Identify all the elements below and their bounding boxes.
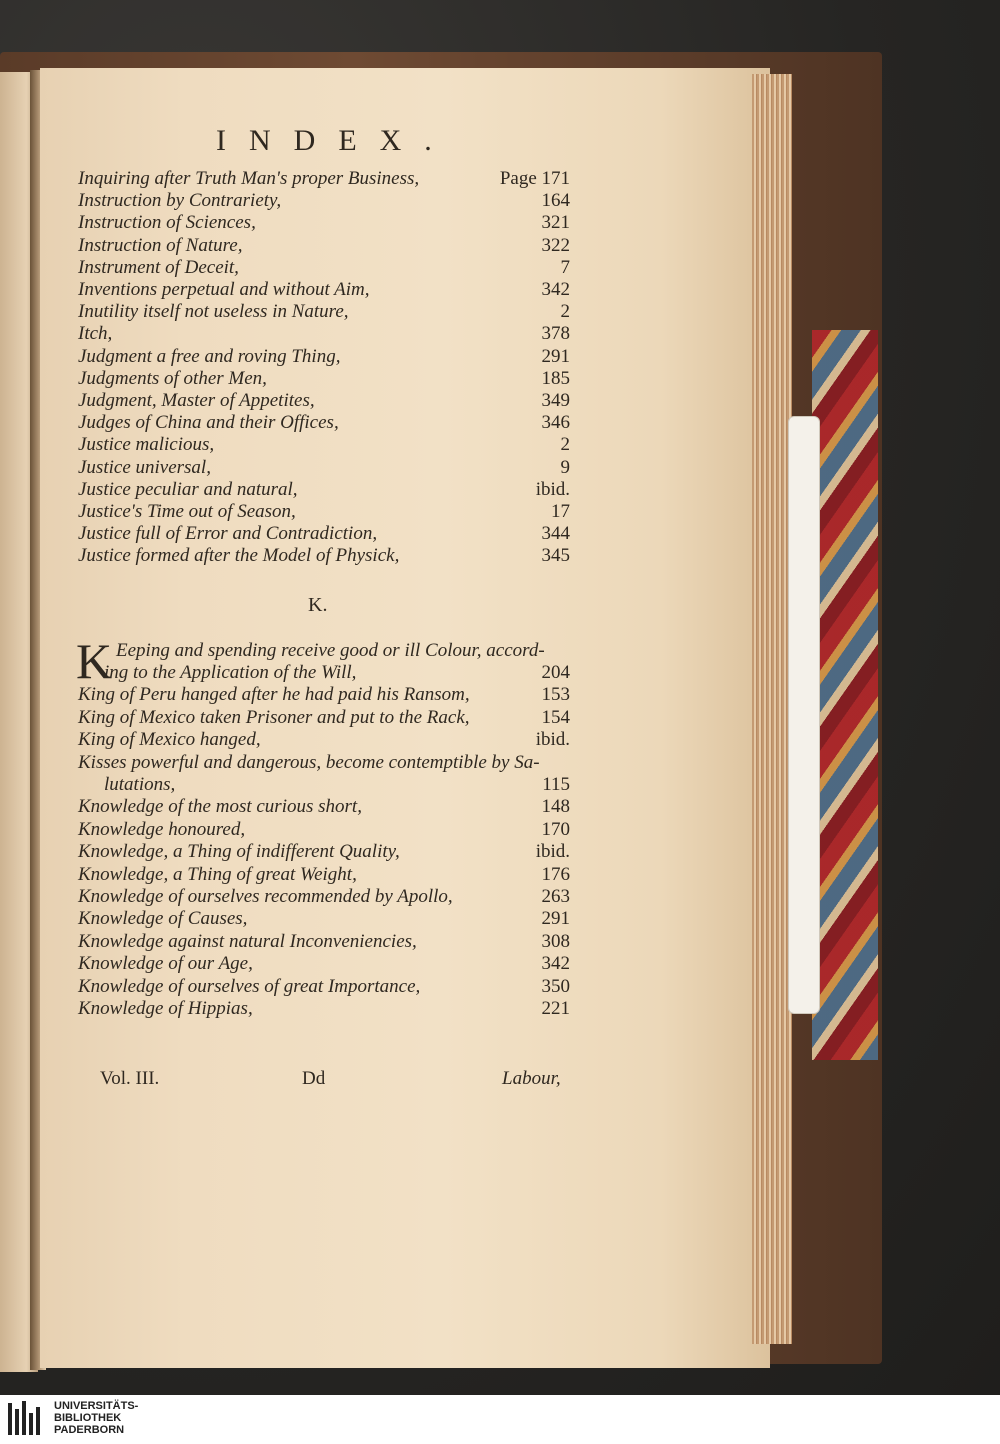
- entry-label: Inquiring after Truth Man's proper Business,: [78, 168, 420, 189]
- entry-label: King of Peru hanged after he had paid his Ransom,: [78, 684, 470, 706]
- index-entry: [78, 545, 570, 567]
- index-entry: [78, 390, 570, 412]
- entry-page-number: 2: [560, 301, 570, 323]
- catchword: Labour,: [502, 1068, 561, 1089]
- index-entry: [78, 908, 570, 930]
- entry-label: Instruction of Nature,: [78, 234, 243, 256]
- entry-page-number: 115: [542, 774, 570, 795]
- entry-label: Itch,: [78, 323, 113, 345]
- entry-page-number: 342: [541, 953, 570, 975]
- index-entry: [78, 729, 570, 751]
- index-entry: [78, 212, 570, 234]
- entry-label: Instrument of Deceit,: [78, 256, 239, 278]
- entry-page-number: 346: [541, 412, 570, 434]
- index-entry: [104, 774, 570, 796]
- entry-label: Justice formed after the Model of Physick,: [78, 545, 400, 567]
- index-entry: [78, 931, 570, 953]
- index-entry: [78, 168, 570, 190]
- entry-page-number: 170: [541, 818, 570, 840]
- index-entry: [78, 976, 570, 998]
- index-entry: [78, 279, 570, 301]
- index-entry: [78, 190, 570, 212]
- index-entry: [78, 684, 570, 706]
- entry-page-number: 2: [560, 434, 570, 456]
- entry-label: ing to the Application of the Will,: [104, 662, 357, 683]
- entry-label: Knowledge against natural Inconveniencies,: [78, 930, 417, 952]
- entry-page-number: ibid.: [535, 841, 570, 863]
- entry-label: Knowledge of ourselves recommended by Apollo,: [78, 886, 453, 907]
- entry-label: King of Mexico taken Prisoner and put to the Rack,: [78, 706, 470, 728]
- index-entry: [78, 819, 570, 841]
- entry-page-number: 344: [541, 523, 570, 545]
- entry-page-number: 350: [541, 975, 570, 997]
- index-entry: [78, 235, 570, 257]
- entry-label: Judgment, Master of Appetites,: [78, 390, 315, 411]
- entry-page-number: 263: [541, 886, 570, 907]
- index-entry: [78, 886, 570, 908]
- entry-page-number: 291: [541, 345, 570, 367]
- bookmark-strip: [788, 416, 820, 1014]
- entry-page-number: 185: [541, 367, 570, 389]
- entry-label: Instruction of Sciences,: [78, 212, 256, 234]
- index-entry: [78, 257, 570, 279]
- marbled-endpaper: [812, 330, 878, 1060]
- index-entry: [78, 501, 570, 523]
- entry-page-number: 291: [541, 908, 570, 930]
- entry-label: Knowledge, a Thing of indifferent Quality,: [78, 841, 400, 863]
- entry-page-number: 378: [541, 323, 570, 345]
- entry-page-number: 153: [541, 684, 570, 706]
- entry-label: Instruction by Contrariety,: [78, 190, 282, 212]
- entry-label: Eeping and spending receive good or ill Colour, accord-: [116, 640, 545, 661]
- entry-page-number: 349: [541, 390, 570, 411]
- index-entry: [78, 457, 570, 479]
- entry-label: Justice full of Error and Contradiction,: [78, 523, 378, 545]
- index-entry: [78, 796, 570, 818]
- entry-page-number: 321: [541, 212, 570, 234]
- index-entry: [78, 864, 570, 886]
- entry-label: Knowledge of our Age,: [78, 953, 253, 975]
- entry-label: Justice peculiar and natural,: [78, 478, 298, 500]
- index-entry: [78, 998, 570, 1020]
- entry-label: Judges of China and their Offices,: [78, 412, 339, 434]
- entry-label: Knowledge honoured,: [78, 818, 246, 840]
- entry-page-number: 342: [541, 279, 570, 300]
- entry-label: Knowledge of Causes,: [78, 908, 248, 930]
- entry-label: Judgment a free and roving Thing,: [78, 345, 341, 367]
- entry-page-number: 221: [541, 998, 570, 1019]
- drop-cap: K: [76, 633, 113, 689]
- index-entry: [104, 662, 570, 684]
- index-entry: [78, 434, 570, 456]
- entry-label: Kisses powerful and dangerous, become contemptible by Sa-: [78, 751, 540, 773]
- entry-label: Knowledge of ourselves of great Importance,: [78, 975, 421, 997]
- entry-label: King of Mexico hanged,: [78, 729, 261, 751]
- index-entry: [78, 953, 570, 975]
- entry-label: Judgments of other Men,: [78, 367, 267, 389]
- entry-label: Knowledge of the most curious short,: [78, 796, 362, 818]
- index-entry: [78, 707, 570, 729]
- index-entry: [78, 323, 570, 345]
- entry-page-number: Page 171: [499, 168, 570, 189]
- entry-page-number: 176: [541, 863, 570, 885]
- entry-label: Knowledge, a Thing of great Weight,: [78, 863, 357, 885]
- entry-page-number: 154: [541, 706, 570, 728]
- index-entry: [78, 301, 570, 323]
- page-title: INDEX.: [216, 124, 455, 157]
- entry-page-number: 308: [541, 930, 570, 952]
- entry-page-number: 204: [541, 662, 570, 683]
- entry-page-number: ibid.: [535, 729, 570, 751]
- entry-page-number: 17: [551, 501, 570, 522]
- entry-page-number: 9: [560, 456, 570, 478]
- index-entry: [78, 368, 570, 390]
- entry-label: Knowledge of Hippias,: [78, 998, 253, 1019]
- k-first-line: [116, 640, 570, 662]
- library-logo-bar: [0, 1395, 1000, 1444]
- entry-label: lutations,: [104, 774, 176, 795]
- volume-number: Vol. III.: [100, 1068, 160, 1089]
- entry-page-number: 322: [541, 234, 570, 256]
- entry-label: Justice universal,: [78, 456, 211, 478]
- section-heading-k: K.: [308, 594, 328, 616]
- library-logo-icon: [6, 1399, 46, 1439]
- index-entry: [78, 523, 570, 545]
- entry-page-number: 148: [541, 796, 570, 818]
- index-entry: [78, 841, 570, 863]
- entry-page-number: 7: [560, 256, 570, 278]
- index-entry: [78, 412, 570, 434]
- library-logo-text: UNIVERSITÄTS- BIBLIOTHEK PADERBORN: [54, 1400, 139, 1436]
- entry-label: Inutility itself not useless in Nature,: [78, 301, 349, 323]
- entry-label: Justice's Time out of Season,: [78, 501, 296, 522]
- entry-label: Justice malicious,: [78, 434, 215, 456]
- entry-label: Inventions perpetual and without Aim,: [78, 279, 370, 300]
- entry-page-number: 164: [541, 190, 570, 212]
- index-entry: [78, 346, 570, 368]
- index-entry: [78, 752, 570, 774]
- page-edges: [752, 74, 792, 1344]
- signature-mark: Dd: [302, 1068, 326, 1089]
- entry-page-number: ibid.: [535, 478, 570, 500]
- entry-page-number: 345: [541, 545, 570, 567]
- index-entry: [78, 479, 570, 501]
